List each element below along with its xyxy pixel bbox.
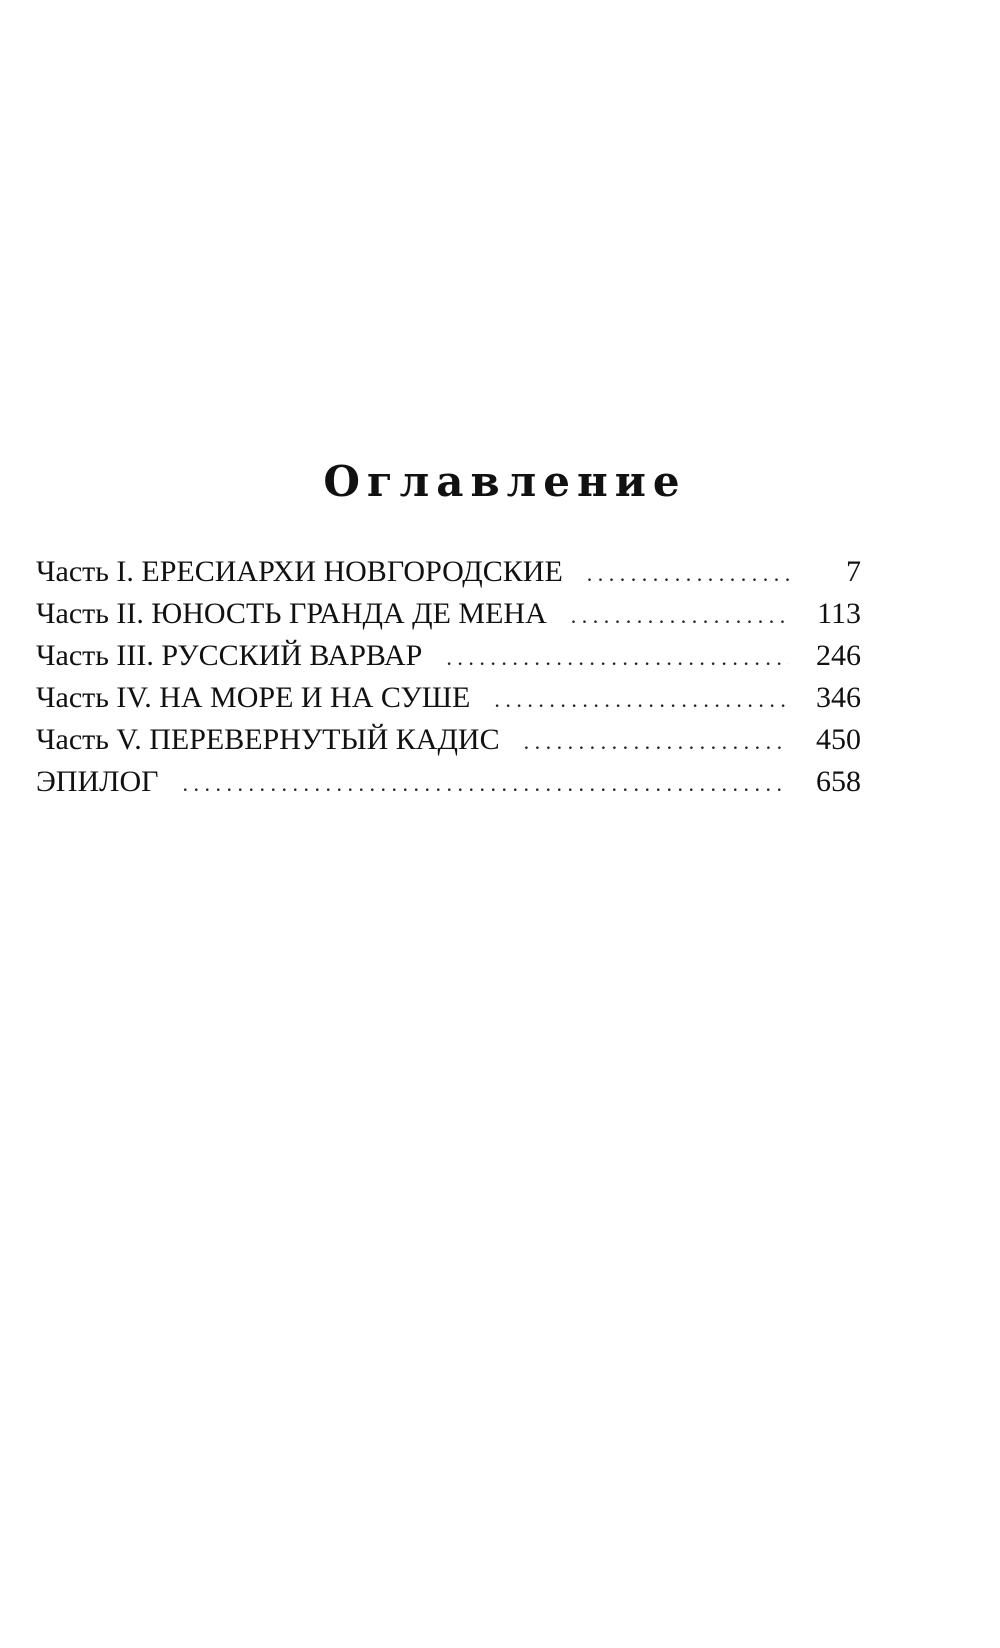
toc-entry-label: Часть III. РУССКИЙ ВАРВАР (36, 639, 423, 672)
toc-title: Оглавление (323, 457, 687, 506)
toc-entry (36, 551, 861, 593)
toc-entry-page: 450 (816, 723, 861, 756)
toc-entry-label: ЭПИЛОГ (36, 765, 159, 798)
toc-entry-label: Часть II. ЮНОСТЬ ГРАНДА ДЕ МЕНА (36, 597, 547, 630)
toc-list (36, 551, 861, 803)
toc-entry-page: 113 (817, 597, 861, 630)
toc-entry (36, 635, 861, 677)
toc-entry-page: 658 (816, 765, 861, 798)
dot-leader (587, 551, 789, 595)
dot-leader (571, 593, 789, 637)
toc-entry-label: Часть V. ПЕРЕВЕРНУТЫЙ КАДИС (36, 723, 500, 756)
toc-entry (36, 719, 861, 761)
toc-entry (36, 593, 861, 635)
toc-entry-page: 246 (816, 639, 861, 672)
toc-entry-page: 346 (816, 681, 861, 714)
toc-entry-label: Часть IV. НА МОРЕ И НА СУШЕ (36, 681, 471, 714)
toc-entry-label: Часть I. ЕРЕСИАРХИ НОВГОРОДСКИЕ (36, 555, 563, 588)
toc-entry-page: 7 (846, 555, 861, 588)
dot-leader (183, 761, 790, 805)
dot-leader (446, 635, 789, 679)
dot-leader (494, 677, 789, 721)
toc-entry (36, 761, 861, 803)
dot-leader (524, 719, 789, 763)
toc-entry (36, 677, 861, 719)
